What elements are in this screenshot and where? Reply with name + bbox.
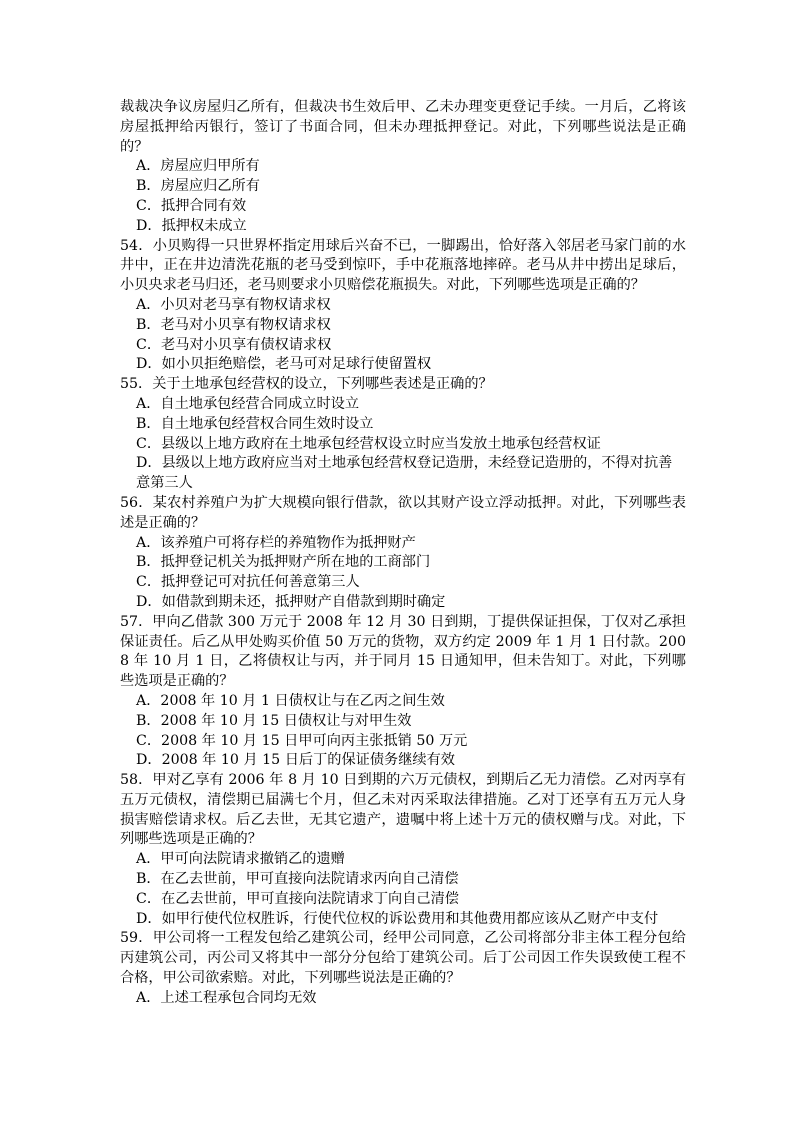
question-text: 58．甲对乙享有 2006 年 8 月 10 日到期的六万元债权，到期后乙无力清偿。乙对丙享有五万元债权，清偿期已届满七个月，但乙未对丙采取法律措施。乙对丁还享有五万元人身损害赔偿请求权。后乙去世，无其它遗产，遗嘱中将上述十万元的债权赠与戊。对此，下列哪些选项是正确的？ [120,772,686,848]
option-d: D．如小贝拒绝赔偿，老马可对足球行使留置权 [136,356,432,373]
option-d: D．如甲行使代位权胜诉，行使代位权的诉讼费用和其他费用都应该从乙财产中支付 [136,910,659,927]
question-block-54 [120,237,686,376]
question-text: 57．甲向乙借款 300 万元于 2008 年 12 月 30 日到期，丁提供保证担保，丁仅对乙承担保证责任。后乙从甲处购买价值 50 万元的货物，双方约定 2009 年 1 月 1 日付款。2008 年 10 月 1 日，乙将债权让与丙，并于同月 15 日通知甲，但未告知丁。对此，下列哪些选项是正确的？ [120,613,686,690]
option-d: D．县级以上地方政府应当对土地承包经营权登记造册，未经登记造册的，不得对抗善意第三人 [136,455,673,492]
question-text: 55．关于土地承包经营权的设立，下列哪些表述是正确的？ [120,376,493,393]
option-c: C．县级以上地方政府在土地承包经营权设立时应当发放土地承包经营权证 [136,435,601,452]
question-text: 裁裁决争议房屋归乙所有，但裁决书生效后甲、乙未办理变更登记手续。一月后，乙将该房屋抵押给丙银行，签订了书面合同，但未办理抵押登记。对此，下列哪些说法是正确的？ [120,99,686,155]
question-block-56 [120,494,686,613]
question-text: 56．某农村养殖户为扩大规模向银行借款，欲以其财产设立浮动抵押。对此，下列哪些表述是正确的？ [120,494,686,531]
document-page [120,98,686,1009]
option-b: B．老马对小贝享有物权请求权 [136,316,331,333]
option-a: A．自土地承包经营合同成立时设立 [136,395,360,412]
option-a: A．该养殖户可将存栏的养殖物作为抵押财产 [136,534,416,551]
option-a: A．房屋应归甲所有 [136,158,260,175]
option-b: B．2008 年 10 月 15 日债权让与对甲生效 [136,712,412,729]
question-text: 59．甲公司将一工程发包给乙建筑公司，经甲公司同意，乙公司将部分非主体工程分包给丙建筑公司，丙公司又将其中一部分分包给丁建筑公司。后丁公司因工作失误致使工程不合格，甲公司欲索赔。对此，下列哪些说法是正确的？ [120,930,686,987]
question-block-59 [120,929,686,1008]
option-b: B．抵押登记机关为抵押财产所在地的工商部门 [136,554,431,571]
question-text: 54．小贝购得一只世界杯指定用球后兴奋不已，一脚踢出，恰好落入邻居老马家门前的水井中，正在井边清洗花瓶的老马受到惊吓，手中花瓶落地摔碎。老马从井中捞出足球后，小贝央求老马归还，老马则要求小贝赔偿花瓶损失。对此，下列哪些选项是正确的？ [120,237,686,294]
option-a: A．小贝对老马享有物权请求权 [136,296,331,313]
option-c: C．抵押合同有效 [136,197,247,214]
option-a: A．上述工程承包合同均无效 [136,989,317,1006]
option-c: C．老马对小贝享有债权请求权 [136,336,332,353]
option-d: D．如借款到期未还，抵押财产自借款到期时确定 [136,593,446,610]
question-block-intro [120,98,686,237]
option-a: A．甲可向法院请求撤销乙的遗赠 [136,851,345,868]
question-block-57 [120,613,686,771]
option-d: D．2008 年 10 月 15 日后丁的保证债务继续有效 [136,752,455,769]
option-c: C．2008 年 10 月 15 日甲可向丙主张抵销 50 万元 [136,732,468,749]
option-a: A．2008 年 10 月 1 日债权让与在乙丙之间生效 [136,692,445,709]
option-b: B．房屋应归乙所有 [136,178,260,195]
option-d: D．抵押权未成立 [136,217,247,234]
question-block-55 [120,375,686,494]
option-b: B．在乙去世前，甲可直接向法院请求丙向自己清偿 [136,871,459,888]
option-c: C．抵押登记可对抗任何善意第三人 [136,574,360,591]
question-block-58 [120,771,686,929]
option-c: C．在乙去世前，甲可直接向法院请求丁向自己清偿 [136,890,459,907]
option-b: B．自土地承包经营权合同生效时设立 [136,415,374,432]
